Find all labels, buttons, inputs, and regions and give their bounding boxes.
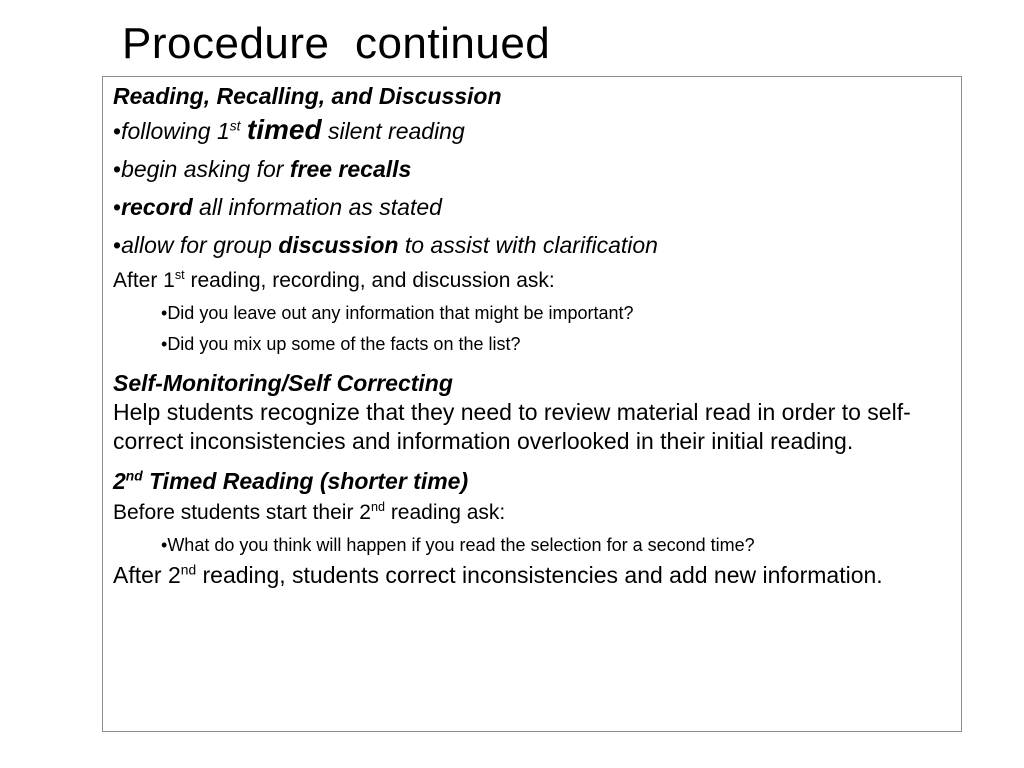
question-text: What do you think will happen if you read the selection for a second time? [167, 535, 755, 555]
bullet-free-recalls [113, 150, 953, 188]
bullet-text-pre: begin asking for [121, 156, 290, 182]
bullet-mark: • [161, 334, 168, 354]
heading-number: 2 [113, 468, 126, 494]
before-second-reading-prompt [113, 496, 953, 530]
section-heading-second-timed-reading [113, 466, 953, 496]
content-box [102, 76, 962, 732]
bullet-group-discussion [113, 226, 953, 264]
prompt-text-post: reading ask: [384, 501, 506, 524]
prompt-text-pre: Before students start their 2 [113, 501, 371, 524]
self-monitoring-paragraph: Help students recognize that they need to review material read in order to self-correct inconsistencies and information overlooked in their initial reading. [113, 399, 911, 454]
question-mix-up [113, 329, 953, 360]
bullet-text-pre: allow for group [121, 232, 279, 258]
section-heading-reading-recalling: Reading, Recalling, and Discussion [113, 83, 502, 109]
ordinal-suffix: nd [180, 562, 197, 578]
bullet-timed-reading [113, 111, 953, 150]
ordinal-suffix: nd [125, 468, 143, 484]
prompt-text-post: reading, recording, and discussion ask: [184, 269, 555, 292]
bullet-text-post: all information as stated [192, 194, 442, 220]
after-second-reading-paragraph [113, 561, 953, 590]
bullet-emphasis: discussion [278, 232, 399, 258]
ordinal-suffix: st [174, 268, 185, 282]
bullet-mark: • [113, 118, 122, 144]
para-text-post: reading, students correct inconsistencies and add new information. [196, 562, 883, 588]
section-heading-self-monitoring: Self-Monitoring/Self Correcting [113, 370, 453, 396]
bullet-text-pre: following 1 [121, 118, 230, 144]
bullet-mark: • [113, 194, 122, 220]
bullet-mark: • [113, 156, 122, 182]
bullet-emphasis: timed [246, 114, 322, 145]
bullet-mark: • [161, 535, 168, 555]
after-first-reading-prompt [113, 264, 953, 298]
question-text: Did you mix up some of the facts on the list? [167, 334, 521, 354]
question-text: Did you leave out any information that might be important? [167, 303, 634, 323]
bullet-emphasis: free recalls [289, 156, 412, 182]
bullet-record [113, 188, 953, 226]
bullet-text-post: to assist with clarification [398, 232, 658, 258]
question-leave-out [113, 298, 953, 329]
bullet-text-post: silent reading [321, 118, 465, 144]
question-second-time [113, 530, 953, 561]
prompt-text-pre: After 1 [113, 269, 175, 292]
slide-title: Procedure continued [122, 19, 551, 68]
bullet-mark: • [161, 303, 168, 323]
ordinal-suffix: nd [370, 500, 385, 514]
bullet-emphasis: record [121, 194, 193, 220]
heading-text: Timed Reading (shorter time) [142, 468, 469, 494]
bullet-mark: • [113, 232, 122, 258]
ordinal-suffix: st [229, 118, 241, 134]
para-text-pre: After 2 [113, 562, 181, 588]
